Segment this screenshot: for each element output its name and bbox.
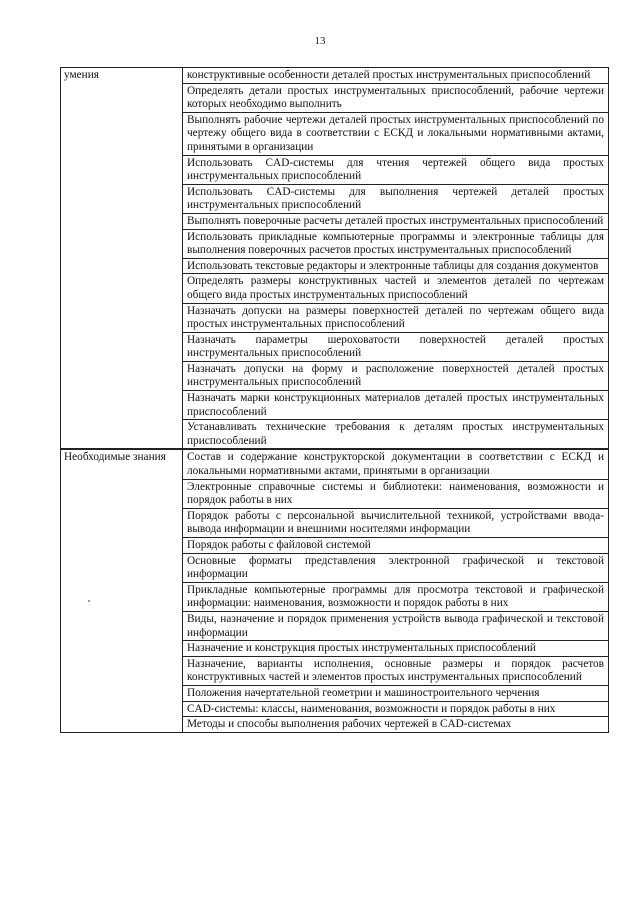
requirement-item: Использовать текстовые редакторы и электронные таблицы для создания документов bbox=[183, 258, 609, 274]
requirement-item: Определять детали простых инструментальных приспособлений, рабочие чертежи которых необходимо выполнить bbox=[183, 83, 609, 112]
requirement-item: Выполнять рабочие чертежи деталей простых инструментальных приспособлений по чертежу общего вида в соответствии с ЕСКД и локальными нормативными актами, принятыми в организации bbox=[183, 112, 609, 155]
requirement-item: Порядок работы с персональной вычислительной техникой, устройствами ввода-вывода информации и внешними носителями информации bbox=[183, 508, 609, 537]
requirement-item: Состав и содержание конструкторской документации в соответствии с ЕСКД и локальными нормативными актами, принятыми в организации bbox=[183, 449, 609, 479]
requirement-item: Использовать CAD-системы для выполнения чертежей деталей простых инструментальных приспособлений bbox=[183, 184, 609, 213]
requirement-item: Использовать прикладные компьютерные программы и электронные таблицы для выполнения поверочных расчетов простых инструментальных приспособлений bbox=[183, 229, 609, 258]
requirement-item: Назначение, варианты исполнения, основные размеры и порядок расчетов конструктивных частей и элементов простых инструментальных приспособлений bbox=[183, 656, 609, 685]
requirement-item: Назначать марки конструкционных материалов деталей простых инструментальных приспособлений bbox=[183, 391, 609, 420]
requirement-item: Назначать допуски на размеры поверхностей деталей по чертежам общего вида простых инструментальных приспособлений bbox=[183, 303, 609, 332]
requirement-item: Назначать параметры шероховатости поверхностей деталей простых инструментальных приспособлений bbox=[183, 332, 609, 361]
requirement-item: Положения начертательной геометрии и машиностроительного черчения bbox=[183, 685, 609, 701]
requirement-item: конструктивные особенности деталей простых инструментальных приспособлений bbox=[183, 68, 609, 84]
table-row bbox=[61, 68, 609, 84]
scan-speck bbox=[88, 600, 90, 602]
requirement-item: Виды, назначение и порядок применения устройств вывода графической и текстовой информации bbox=[183, 611, 609, 640]
requirement-item: CAD-системы: классы, наименования, возможности и порядок работы в них bbox=[183, 701, 609, 717]
table-row bbox=[61, 449, 609, 479]
requirement-item: Основные форматы представления электронной графической и текстовой информации bbox=[183, 553, 609, 582]
requirement-item: Методы и способы выполнения рабочих чертежей в CAD-системах bbox=[183, 717, 609, 733]
requirement-item: Электронные справочные системы и библиотеки: наименования, возможности и порядок работы в них bbox=[183, 479, 609, 508]
section-title: умения bbox=[61, 68, 183, 450]
requirements-table bbox=[60, 67, 609, 733]
requirement-item: Назначение и конструкция простых инструментальных приспособлений bbox=[183, 641, 609, 657]
section-title: Необходимые знания bbox=[61, 449, 183, 732]
requirement-item: Выполнять поверочные расчеты деталей простых инструментальных приспособлений bbox=[183, 213, 609, 229]
requirement-item: Прикладные компьютерные программы для просмотра текстовой и графической информации: наименования, возможности и порядок работы в них bbox=[183, 582, 609, 611]
requirement-item: Назначать допуски на форму и расположение поверхностей деталей простых инструментальных приспособлений bbox=[183, 361, 609, 390]
requirement-item: Определять размеры конструктивных частей и элементов деталей по чертежам общего вида простых инструментальных приспособлений bbox=[183, 274, 609, 303]
requirement-item: Устанавливать технические требования к деталям простых инструментальных приспособлений bbox=[183, 420, 609, 450]
requirements-table-body bbox=[61, 68, 609, 733]
requirement-item: Использовать CAD-системы для чтения чертежей общего вида простых инструментальных приспособлений bbox=[183, 155, 609, 184]
page-number: 13 bbox=[314, 35, 326, 47]
requirement-item: Порядок работы с файловой системой bbox=[183, 538, 609, 554]
